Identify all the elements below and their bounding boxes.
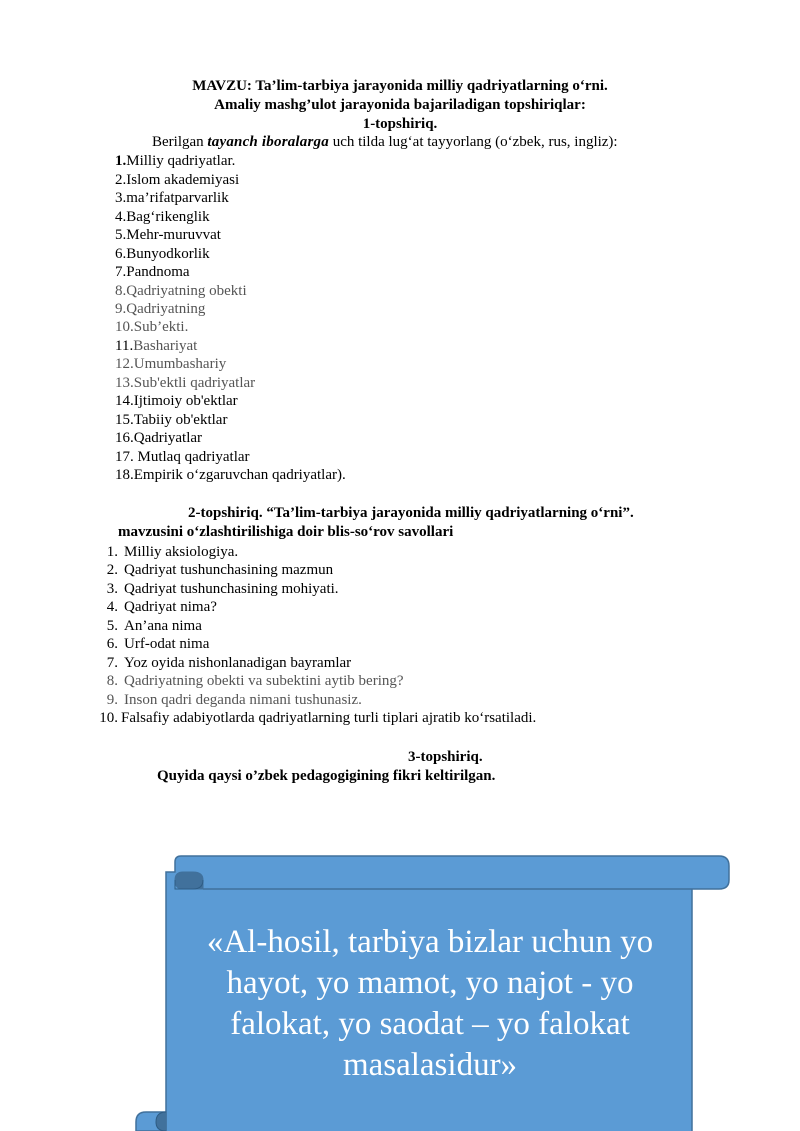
question-number: 8. [106,673,118,689]
list-item-number: 1. [115,153,127,169]
task1-intro-before: Berilgan [152,134,208,150]
question-number: 1. [106,544,118,560]
list-item-number: 18. [115,467,134,483]
list-item-text: Pandnoma [126,264,190,280]
question-text: Yoz oyida nishonlanadigan bayramlar [124,655,352,671]
task3-heading: 3-topshiriq. [408,749,483,765]
list-item-text: Sub’ekti. [133,319,189,335]
list-item-number: 14. [115,393,134,409]
list-item-number: 6. [115,246,127,262]
list-item-text: Mehr-muruvvat [126,227,221,243]
task3-prompt: Quyida qaysi o’zbek pedagogigining fikri keltirilgan. [157,768,496,784]
task1-intro-after: uch tilda lug‘at tayyorlang (o‘zbek, rus, ingliz): [328,134,618,150]
list-item-text: Bag‘rikenglik [126,209,210,225]
question-number: 9. [106,692,118,708]
list-item-text: Mutlaq qadriyatlar [133,449,250,465]
list-item-text: Bunyodkorlik [126,246,210,262]
list-item-text: Empirik o‘zgaruvchan qadriyatlar). [133,467,346,483]
list-item-number: 10. [115,319,134,335]
quote-text: «Al-hosil, tarbiya bizlar uchun yo hayot, yo mamot, yo najot - yo falokat, yo saodat – yo falokat masalasidur» [206,924,654,1083]
list-item-text: Milliy qadriyatlar. [126,153,236,169]
page-title: MAVZU: Ta’lim-tarbiya jarayonida milliy qadriyatlarning o‘rni. [192,78,608,94]
list-item-number: 12. [115,356,134,372]
list-item-text: Ijtimoiy ob'ektlar [133,393,238,409]
question-text: Milliy aksiologiya. [124,544,239,560]
question-text: Qadriyatning obekti va subektini aytib bering? [124,673,404,689]
list-item-number: 9. [115,301,127,317]
task2-subheading: mavzusini o‘zlashtirilishiga doir blis-so‘rov savollari [118,524,454,540]
list-item-number: 7. [115,264,127,280]
question-number: 4. [106,599,118,615]
list-item-number: 16. [115,430,134,446]
task2-heading: 2-topshiriq. “Ta’lim-tarbiya jarayonida milliy qadriyatlarning o‘rni”. [188,505,634,521]
page-subtitle: Amaliy mashg’ulot jarayonida bajariladigan topshiriqlar: [214,97,586,113]
list-item-number: 3. [115,190,127,206]
question-number: 6. [106,636,118,652]
list-item-number: 11. [115,338,134,354]
list-item-text: Sub'ektli qadriyatlar [133,375,256,391]
list-item-text: Qadriyatning obekti [126,283,247,299]
list-item-number: 8. [115,283,127,299]
question-text: An’ana nima [124,618,202,634]
list-item-number: 17. [115,449,134,465]
list-item-number: 13. [115,375,134,391]
question-number: 10. [99,710,118,726]
list-item-number: 15. [115,412,134,428]
list-item-number: 4. [115,209,127,225]
question-text: Qadriyat tushunchasining mazmun [124,562,334,578]
list-item-number: 2. [115,172,127,188]
question-number: 7. [106,655,118,671]
list-item-text: Umumbashariy [133,356,227,372]
question-text: Qadriyat tushunchasining mohiyati. [124,581,339,597]
task1-intro-keyword: tayanch iboralarga [207,134,329,150]
list-item-text: Tabiiy ob'ektlar [133,412,228,428]
question-number: 5. [106,618,118,634]
question-text: Inson qadri deganda nimani tushunasiz. [124,692,362,708]
list-item-number: 5. [115,227,127,243]
question-number: 3. [106,581,118,597]
list-item-text: ma’rifatparvarlik [126,190,229,206]
list-item-text: Islom akademiyasi [126,172,240,188]
task1-heading: 1-topshiriq. [362,116,438,132]
question-text: Qadriyat nima? [124,599,217,615]
question-number: 2. [106,562,118,578]
list-item-text: Bashariyat [133,338,198,354]
list-item-text: Qadriyatlar [133,430,203,446]
question-text: Urf-odat nima [124,636,210,652]
list-item-text: Qadriyatning [126,301,206,317]
question-text: Falsafiy adabiyotlarda qadriyatlarning turli tiplari ajratib ko‘rsatiladi. [121,710,537,726]
